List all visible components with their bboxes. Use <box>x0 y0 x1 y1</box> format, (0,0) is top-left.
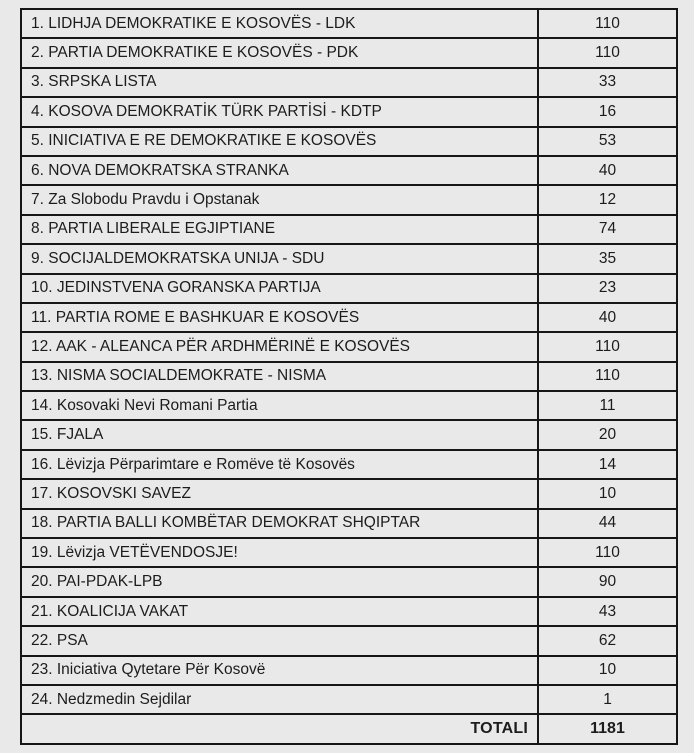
table-row <box>21 185 677 214</box>
party-name-cell: 4. KOSOVA DEMOKRATİK TÜRK PARTİSİ - KDTP <box>21 97 538 126</box>
party-name-cell: 21. KOALICIJA VAKAT <box>21 597 538 626</box>
party-name-cell: 14. Kosovaki Nevi Romani Partia <box>21 391 538 420</box>
table-row <box>21 156 677 185</box>
total-value: 1181 <box>538 714 677 743</box>
party-name-cell: 11. PARTIA ROME E BASHKUAR E KOSOVËS <box>21 303 538 332</box>
vote-count-cell: 11 <box>538 391 677 420</box>
vote-count-cell: 20 <box>538 420 677 449</box>
party-name-cell: 23. Iniciativa Qytetare Për Kosovë <box>21 656 538 685</box>
vote-count-cell: 90 <box>538 567 677 596</box>
vote-count-cell: 43 <box>538 597 677 626</box>
party-name-cell: 15. FJALA <box>21 420 538 449</box>
table-row <box>21 244 677 273</box>
party-name-cell: 20. PAI-PDAK-LPB <box>21 567 538 596</box>
party-results-table <box>20 8 678 745</box>
table-row <box>21 538 677 567</box>
vote-count-cell: 74 <box>538 215 677 244</box>
table-row <box>21 97 677 126</box>
table-row <box>21 303 677 332</box>
vote-count-cell: 53 <box>538 127 677 156</box>
vote-count-cell: 110 <box>538 538 677 567</box>
party-name-cell: 6. NOVA DEMOKRATSKA STRANKA <box>21 156 538 185</box>
table-row <box>21 362 677 391</box>
party-name-cell: 10. JEDINSTVENA GORANSKA PARTIJA <box>21 274 538 303</box>
party-name-cell: 9. SOCIJALDEMOKRATSKA UNIJA - SDU <box>21 244 538 273</box>
table-row <box>21 567 677 596</box>
total-label: TOTALI <box>21 714 538 743</box>
vote-count-cell: 40 <box>538 303 677 332</box>
vote-count-cell: 23 <box>538 274 677 303</box>
table-row <box>21 215 677 244</box>
table-row <box>21 9 677 38</box>
table-row <box>21 685 677 714</box>
results-table-footer <box>21 714 677 743</box>
total-row <box>21 714 677 743</box>
vote-count-cell: 110 <box>538 9 677 38</box>
table-row <box>21 479 677 508</box>
party-name-cell: 8. PARTIA LIBERALE EGJIPTIANE <box>21 215 538 244</box>
vote-count-cell: 110 <box>538 38 677 67</box>
table-row <box>21 68 677 97</box>
party-name-cell: 1. LIDHJA DEMOKRATIKE E KOSOVËS - LDK <box>21 9 538 38</box>
party-name-cell: 22. PSA <box>21 626 538 655</box>
vote-count-cell: 12 <box>538 185 677 214</box>
party-name-cell: 19. Lëvizja VETËVENDOSJE! <box>21 538 538 567</box>
vote-count-cell: 110 <box>538 332 677 361</box>
results-table-body <box>21 9 677 714</box>
table-row <box>21 391 677 420</box>
table-row <box>21 509 677 538</box>
party-name-cell: 16. Lëvizja Përparimtare e Romëve të Kosovës <box>21 450 538 479</box>
party-name-cell: 3. SRPSKA LISTA <box>21 68 538 97</box>
party-name-cell: 12. AAK - ALEANCA PËR ARDHMËRINË E KOSOVËS <box>21 332 538 361</box>
vote-count-cell: 40 <box>538 156 677 185</box>
party-name-cell: 24. Nedzmedin Sejdilar <box>21 685 538 714</box>
party-name-cell: 17. KOSOVSKI SAVEZ <box>21 479 538 508</box>
vote-count-cell: 14 <box>538 450 677 479</box>
table-row <box>21 332 677 361</box>
party-name-cell: 18. PARTIA BALLI KOMBËTAR DEMOKRAT SHQIPTAR <box>21 509 538 538</box>
vote-count-cell: 16 <box>538 97 677 126</box>
table-row <box>21 38 677 67</box>
table-row <box>21 597 677 626</box>
vote-count-cell: 10 <box>538 479 677 508</box>
table-row <box>21 626 677 655</box>
party-name-cell: 13. NISMA SOCIALDEMOKRATE - NISMA <box>21 362 538 391</box>
table-row <box>21 450 677 479</box>
vote-count-cell: 10 <box>538 656 677 685</box>
table-row <box>21 656 677 685</box>
table-row <box>21 420 677 449</box>
party-name-cell: 7. Za Slobodu Pravdu i Opstanak <box>21 185 538 214</box>
table-row <box>21 127 677 156</box>
vote-count-cell: 33 <box>538 68 677 97</box>
vote-count-cell: 1 <box>538 685 677 714</box>
vote-count-cell: 62 <box>538 626 677 655</box>
vote-count-cell: 110 <box>538 362 677 391</box>
vote-count-cell: 44 <box>538 509 677 538</box>
party-name-cell: 2. PARTIA DEMOKRATIKE E KOSOVËS - PDK <box>21 38 538 67</box>
vote-count-cell: 35 <box>538 244 677 273</box>
party-name-cell: 5. INICIATIVA E RE DEMOKRATIKE E KOSOVËS <box>21 127 538 156</box>
table-row <box>21 274 677 303</box>
